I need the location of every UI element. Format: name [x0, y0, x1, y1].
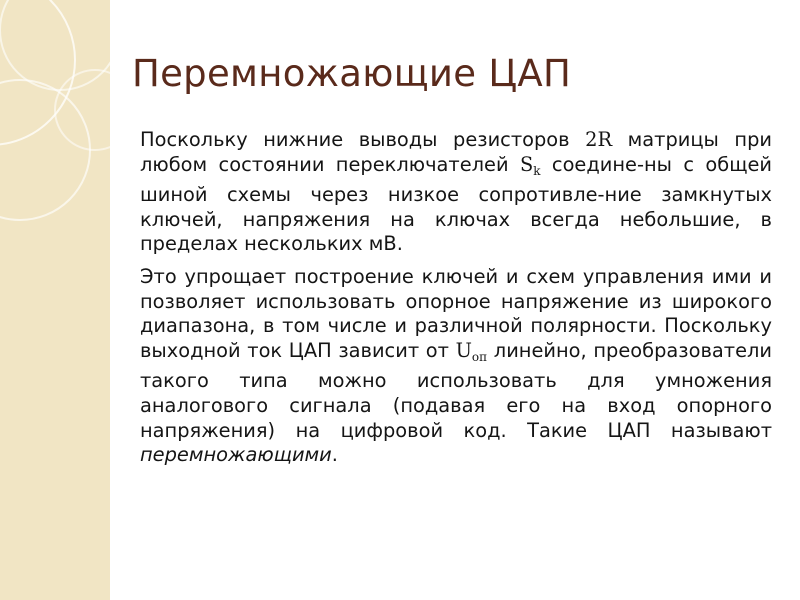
p2-symbol-uop-subscript: оп — [471, 349, 488, 364]
p2-text-1: Это упрощает построение ключей и схем управления ими и позволяет использовать опорное напряжение из широкого диапазона, в том числе и различной полярности. Поскольку выходной ток ЦАП зависит от — [140, 264, 772, 362]
paragraph-1 — [140, 128, 772, 257]
slide-title: Перемножающие ЦАП — [132, 52, 572, 95]
decorative-sidebar — [0, 0, 110, 600]
p1-text-2: матрицы при любом состоянии переключателей — [140, 128, 772, 176]
slide-body — [140, 128, 772, 476]
decorative-circles — [0, 0, 110, 600]
p1-symbol-sk: S — [519, 152, 534, 176]
p1-text-3: соедине-ны с общей шиной схемы через низкое сопротивле-ние замкнутых ключей, напряжения на ключах всегда небольшие, в пределах нескольких мВ. — [140, 152, 772, 256]
p2-text-3: . — [331, 443, 338, 467]
paragraph-2 — [140, 265, 772, 468]
p2-symbol-uop: U — [455, 338, 472, 362]
p2-text-2: линейно, преобразователи такого типа можно использовать для умножения аналогового сигнала (подавая его на вход опорного напряжения) на цифровой код. Такие ЦАП называют — [140, 338, 772, 442]
p1-text-1: Поскольку нижние выводы резисторов — [140, 128, 586, 151]
p2-italic-term: перемножающими — [140, 443, 332, 467]
p1-symbol-2r: 2R — [585, 128, 613, 151]
p1-symbol-sk-subscript: k — [533, 163, 541, 178]
